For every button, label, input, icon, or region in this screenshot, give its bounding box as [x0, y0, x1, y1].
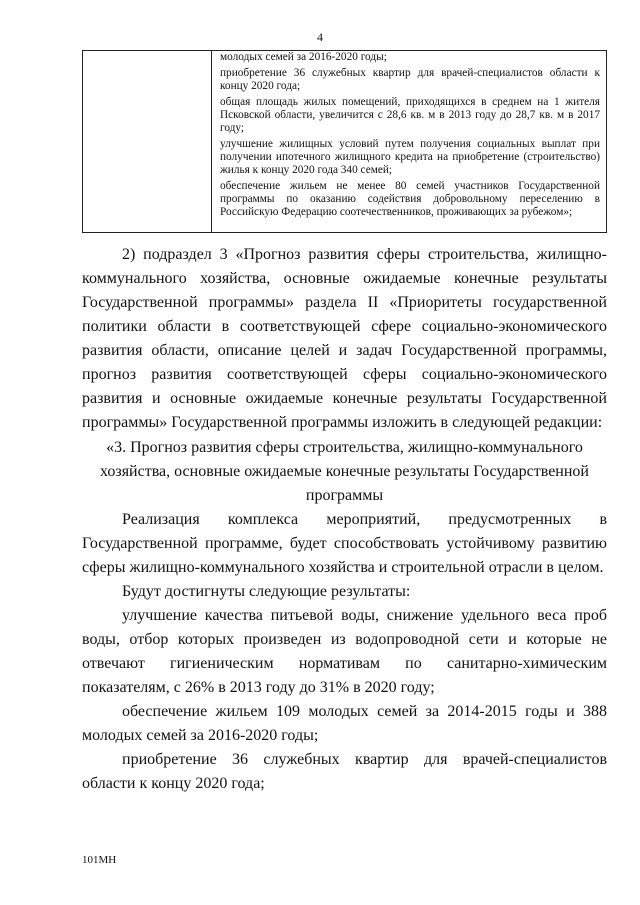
table-empty-left-cell: [83, 51, 212, 232]
table-results-cell: [212, 51, 606, 232]
section-heading-line: программы: [305, 487, 384, 504]
table-result-item: улучшение жилищных условий путем получения социальных выплат при получении ипотечного жилищного кредита на приобретение (строительство) жилья к концу 2020 года 340 семей;: [220, 138, 600, 176]
result-item: обеспечение жильем 109 молодых семей за 2014-2015 годы и 388 молодых семей за 2016-2020 годы;: [82, 703, 607, 744]
result-item: приобретение 36 служебных квартир для врачей-специалистов области к концу 2020 года;: [82, 751, 607, 792]
document-code: 101МН: [82, 854, 117, 866]
table-result-item: обеспечение жильем не менее 80 семей участников Государственной программы по оказанию содействия добровольному переселению в Российскую Федерацию соотечественников, проживающих за рубежом»;: [220, 180, 600, 218]
body-paragraph: Реализация комплекса мероприятий, предусмотренных в Государственной программе, будет способствовать устойчивому развитию сферы жилищно-коммунального хозяйства и строительной отрасли в целом.: [82, 511, 607, 576]
table-result-item: молодых семей за 2016-2020 годы;: [220, 51, 387, 63]
table-result-item: приобретение 36 служебных квартир для врачей-специалистов области к концу 2020 года;: [220, 67, 600, 92]
table-result-item: общая площадь жилых помещений, приходящихся в среднем на 1 жителя Псковской области, увеличится с 28,6 кв. м в 2013 году до 28,7 кв. м в 2017 году;: [220, 96, 600, 134]
result-item: улучшение качества питьевой воды, снижение удельного веса проб воды, отбор которых произведен из водопроводной сети и которые не отвечают гигиеническим нормативам по санитарно-химическим показателям, с 26% в 2013 году до 31% в 2020 году;: [82, 607, 607, 696]
results-table: [82, 50, 607, 233]
body-paragraph: Будут достигнуты следующие результаты:: [122, 583, 411, 600]
section-heading-line: хозяйства, основные ожидаемые конечные результаты Государственной: [99, 463, 589, 480]
amendment-paragraph: 2) подраздел 3 «Прогноз развития сферы строительства, жилищно-коммунального хозяйства, основные ожидаемые конечные результаты Государственной программы» раздела II «Приоритеты государственной политики области в соответствующей сфере социально-экономического развития области, описание целей и задач Государственной программы, прогноз развития соответствующей сферы социально-экономического развития и основные ожидаемые конечные результаты Государственной программы» Государственной программы изложить в следующей редакции:: [82, 246, 607, 431]
document-body: [82, 243, 607, 796]
section-heading-line: «3. Прогноз развития сферы строительства, жилищно-коммунального: [106, 439, 583, 456]
page-number: 4: [317, 30, 323, 44]
